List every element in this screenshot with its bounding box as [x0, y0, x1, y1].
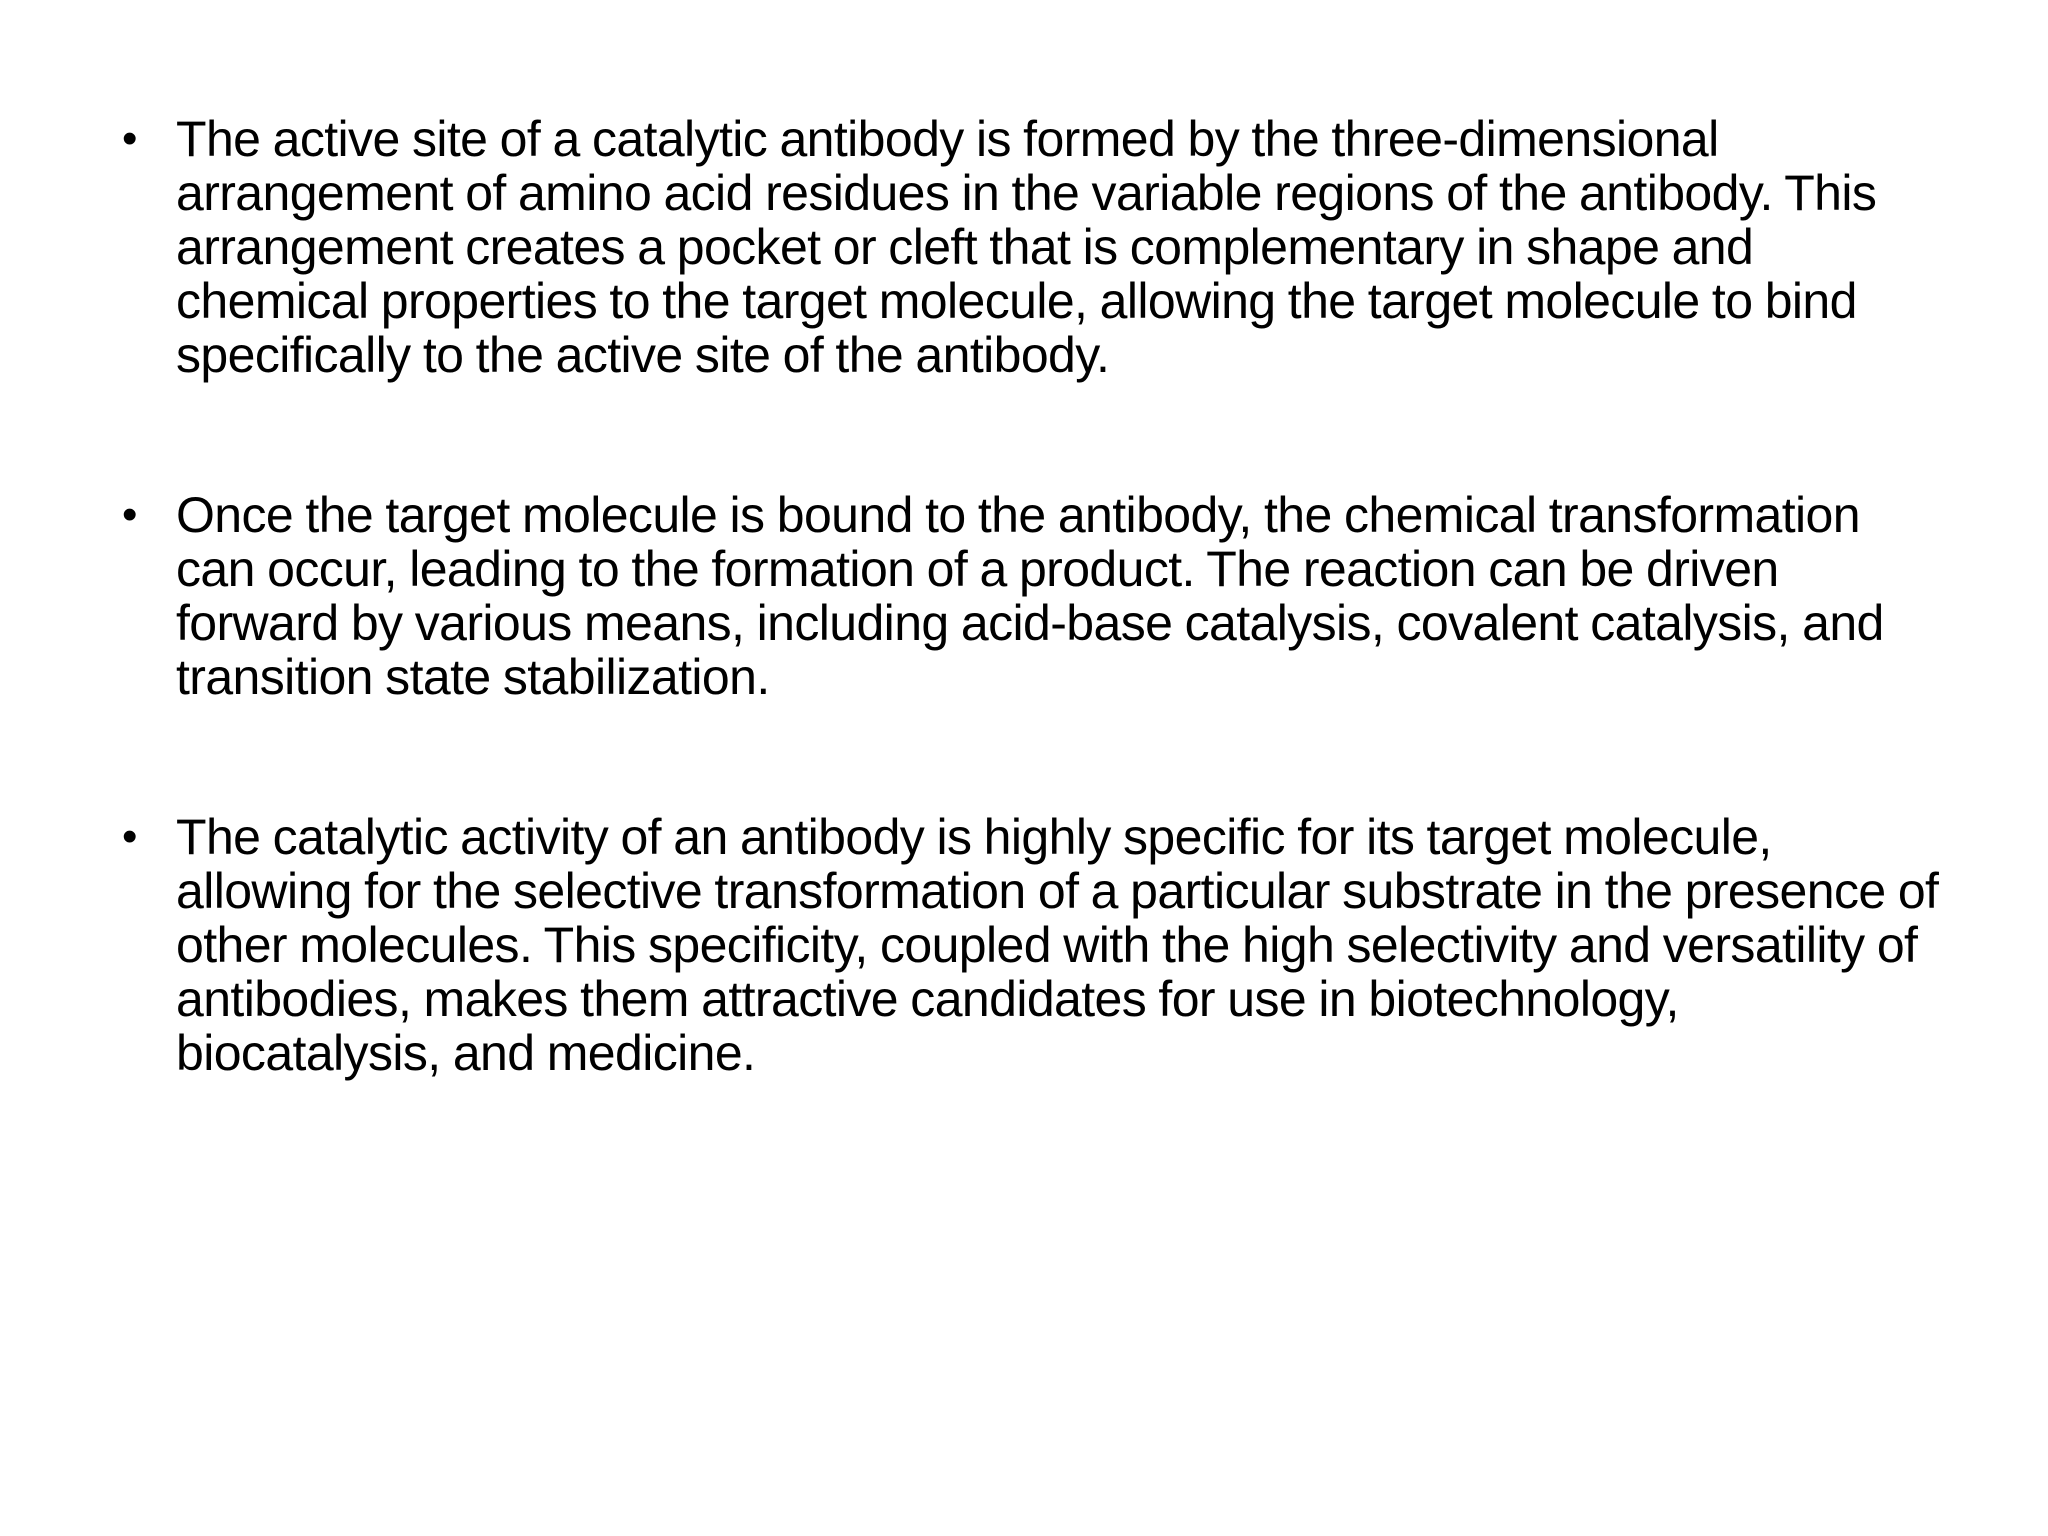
bullet-text: The catalytic activity of an antibody is highly specific for its target molecule, allowing for the selective transformation of a particular substrate in the presence of other molecules. This specificity, coupled with the high selectivity and versatility of antibodies, makes them attractive candidates for use in biotechnology, biocatalysis, and medicine.: [176, 809, 1939, 1081]
bullet-item-catalytic-specificity: [118, 810, 1948, 1080]
bullet-item-chemical-transformation: [118, 488, 1948, 704]
bullet-marker: •: [122, 114, 137, 163]
bullet-text: Once the target molecule is bound to the antibody, the chemical transformation can occur, leading to the formation of a product. The reaction can be driven forward by various means, including acid-base catalysis, covalent catalysis, and transition state stabilization.: [176, 487, 1884, 705]
bullet-marker: •: [122, 812, 137, 861]
bullet-item-active-site: [118, 112, 1948, 382]
bullet-text: The active site of a catalytic antibody is formed by the three-dimensional arrangement of amino acid residues in the variable regions of the antibody. This arrangement creates a pocket or cleft that is complementary in shape and chemical properties to the target molecule, allowing the target molecule to bind specifically to the active site of the antibody.: [176, 111, 1877, 383]
bullet-marker: •: [122, 490, 137, 539]
bullet-list: [118, 112, 1948, 1080]
